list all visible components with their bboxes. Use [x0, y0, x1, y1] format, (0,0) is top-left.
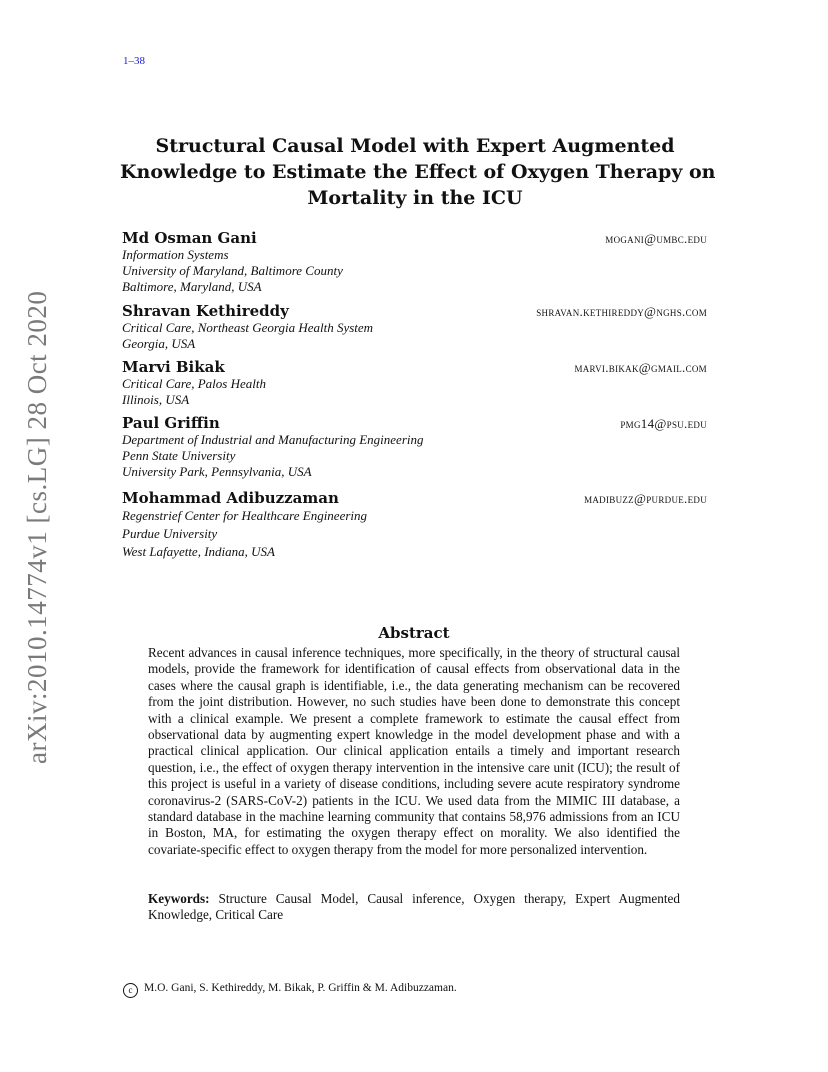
copyright-line: [123, 982, 457, 998]
title-line: Knowledge to Estimate the Effect of Oxygen Therapy on: [120, 161, 716, 183]
author-name: Marvi Bikak: [122, 358, 225, 376]
author-name: Shravan Kethireddy: [122, 302, 289, 320]
author-block: [122, 358, 707, 408]
author-affiliation: Information Systems: [122, 247, 229, 262]
author-block: [122, 414, 707, 480]
author-affiliation: Georgia, USA: [122, 336, 196, 351]
title-line: Mortality in the ICU: [307, 187, 523, 209]
author-affiliation: Baltimore, Maryland, USA: [122, 279, 262, 294]
author-email: mogani@umbc.edu: [605, 231, 707, 246]
author-affiliation: Regenstrief Center for Healthcare Engineering: [122, 508, 368, 523]
author-email: marvi.bikak@gmail.com: [574, 360, 707, 375]
author-affiliation: West Lafayette, Indiana, USA: [122, 544, 275, 559]
keywords-paragraph: [148, 891, 680, 924]
author-affiliation: Penn State University: [122, 448, 236, 463]
page-range: 1–38: [123, 55, 145, 67]
abstract-heading: Abstract: [378, 624, 450, 642]
author-block: [122, 302, 707, 352]
author-name: Paul Griffin: [122, 414, 220, 432]
author-email: pmg14@psu.edu: [620, 416, 707, 431]
author-affiliation: Critical Care, Northeast Georgia Health System: [122, 320, 374, 335]
author-block: [122, 229, 707, 295]
author-email: madibuzz@purdue.edu: [584, 491, 707, 506]
copyright-icon: c: [123, 983, 138, 998]
author-affiliation: Critical Care, Palos Health: [122, 376, 266, 391]
paper-title: [120, 133, 716, 211]
author-name: Mohammad Adibuzzaman: [122, 489, 339, 507]
keywords-label: Keywords:: [148, 891, 210, 906]
author-email: shravan.kethireddy@nghs.com: [536, 304, 707, 319]
author-affiliation: Department of Industrial and Manufacturing Engineering: [122, 432, 424, 447]
arxiv-stamp: arXiv:2010.14774v1 [cs.LG] 28 Oct 2020: [22, 290, 52, 764]
author-affiliation: Purdue University: [122, 526, 218, 541]
author-affiliation: University Park, Pennsylvania, USA: [122, 464, 312, 479]
author-affiliation: Illinois, USA: [122, 392, 190, 407]
title-line: Structural Causal Model with Expert Augmented: [155, 135, 675, 157]
copyright-text: M.O. Gani, S. Kethireddy, M. Bikak, P. Griffin & M. Adibuzzaman.: [144, 982, 457, 994]
keywords-text: Structure Causal Model, Causal inference, Oxygen therapy, Expert Augmented Knowledge, Critical Care: [148, 891, 680, 923]
author-block: [122, 489, 707, 561]
author-name: Md Osman Gani: [122, 229, 257, 247]
author-affiliation: University of Maryland, Baltimore County: [122, 263, 343, 278]
abstract-text: Recent advances in causal inference techniques, more specifically, in the theory of structural causal models, provide the framework for identification of causal effects from observational data in the cases where the causal graph is identifiable, i.e., the data generating mechanism can be recovered from the joint distribution. However, no such studies have been done to demonstrate this concept with a clinical example. We present a complete framework to estimate the causal effect from observational data by augmenting expert knowledge in the model development phase and with a practical clinical application. Our clinical application entails a timely and important research question, i.e., the effect of oxygen therapy intervention in the intensive care unit (ICU); the result of this project is useful in a variety of disease conditions, including severe acute respiratory syndrome coronavirus-2 (SARS-CoV-2) patients in the ICU. We used data from the MIMIC III database, a standard database in the machine learning community that contains 58,976 admissions from an ICU in Boston, MA, for estimating the oxygen therapy effect on morality. We also identified the covariate-specific effect to oxygen therapy from the model for more personalized intervention.: [148, 645, 680, 857]
